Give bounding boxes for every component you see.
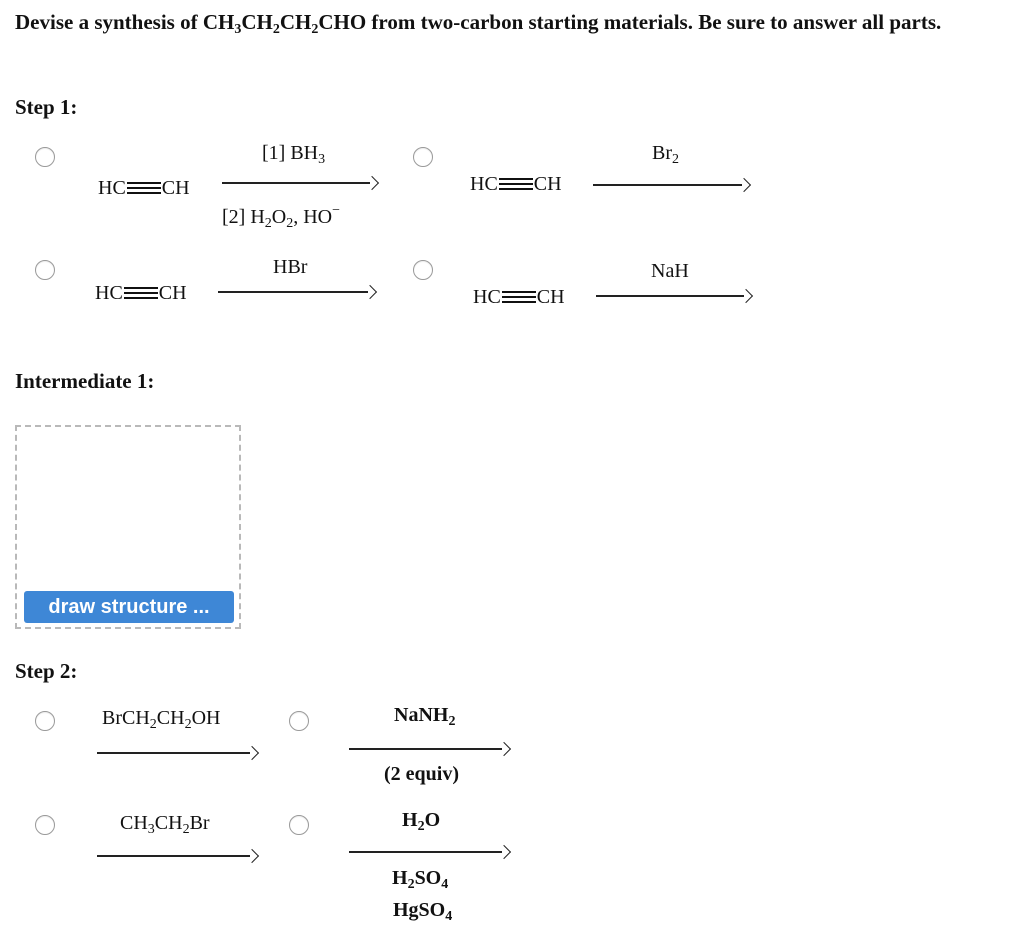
- step1-option-d-radio[interactable]: [413, 260, 433, 280]
- draw-structure-button[interactable]: draw structure ...: [24, 591, 234, 623]
- step2-option-d-reagent-bottom: $H_2SO_4$: [392, 867, 449, 892]
- step2-option-c-radio[interactable]: [35, 815, 55, 835]
- reaction-arrow-icon: [349, 845, 509, 859]
- step1-option-c-substrate: HC CH: [95, 282, 187, 304]
- triple-bond-icon: [127, 180, 161, 194]
- step1-option-d-substrate: HC CH: [473, 286, 565, 308]
- step2-option-a-radio[interactable]: [35, 711, 55, 731]
- step2-option-d-reagent-third: HgSO$_4$: [393, 899, 453, 921]
- reaction-arrow-icon: [218, 285, 375, 299]
- step1-option-b-radio[interactable]: [413, 147, 433, 167]
- step1-label: Step 1:: [15, 95, 78, 119]
- step2-option-a-reagent: $BrCH_2CH_2OH$: [102, 707, 221, 732]
- intermediate-label: Intermediate 1:: [15, 369, 155, 393]
- step1-option-c-reagent-top: HBr: [273, 256, 308, 278]
- step1-option-d-reagent-top: NaH: [651, 260, 689, 282]
- reaction-arrow-icon: [593, 178, 749, 192]
- step1-option-b-reagent-top: $Br_2$: [652, 142, 679, 167]
- reaction-arrow-icon: [596, 289, 751, 303]
- step2-label: Step 2:: [15, 659, 78, 683]
- step1-option-a-reagent-bottom: [2] $H_2O_2$, HO−: [222, 203, 341, 231]
- reaction-arrow-icon: [97, 746, 257, 760]
- triple-bond-icon: [499, 176, 533, 190]
- question-text: Devise a synthesis of $CH_3CH_2CH_2CHO$ from two-carbon starting materials. Be sure to answer all parts.: [15, 10, 942, 37]
- triple-bond-icon: [502, 289, 536, 303]
- step2-option-d-radio[interactable]: [289, 815, 309, 835]
- step2-option-b-reagent-top: NaNH$_2$: [394, 704, 456, 729]
- step1-option-a-radio[interactable]: [35, 147, 55, 167]
- reaction-arrow-icon: [222, 176, 377, 190]
- step1-option-c-radio[interactable]: [35, 260, 55, 280]
- step2-option-c-reagent: $CH_3CH_2Br$: [120, 812, 210, 837]
- step2-option-d-reagent-top: $H_2O$: [402, 809, 441, 834]
- reaction-arrow-icon: [97, 849, 257, 863]
- step1-option-b-substrate: HC CH: [470, 173, 562, 195]
- step2-option-b-reagent-bottom: (2 equiv): [384, 763, 459, 785]
- triple-bond-icon: [124, 285, 158, 299]
- reaction-arrow-icon: [349, 742, 509, 756]
- step1-option-a-substrate: HC CH: [98, 177, 190, 199]
- step2-option-b-radio[interactable]: [289, 711, 309, 731]
- step1-option-a-reagent-top: [1] $BH_3$: [262, 142, 326, 167]
